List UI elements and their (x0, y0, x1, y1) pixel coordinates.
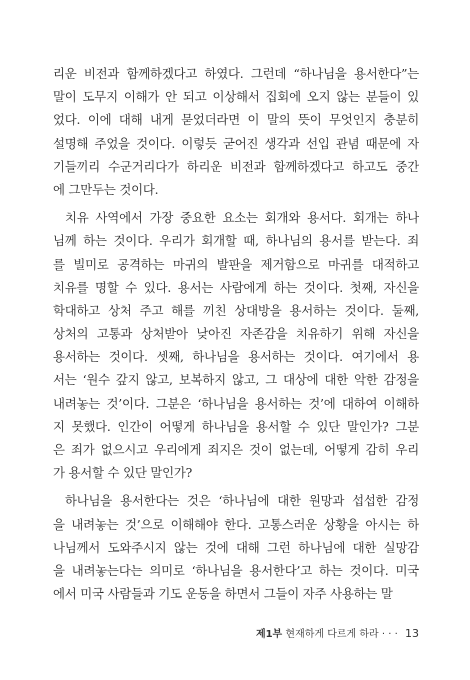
footer-dots: · · · (381, 629, 398, 640)
running-footer (256, 625, 419, 640)
text-line: 지 못했다. 인간이 어떻게 하나님을 용서할 수 있단 말인가? 그분 (53, 418, 419, 434)
text-line: 하나님을 용서한다는 것은 ‘하나님에 대한 원망과 섭섭한 감정 (65, 493, 419, 509)
text-line: 를 빌미로 공격하는 마귀의 발판을 제거함으로 마귀를 대적하고 (53, 256, 419, 272)
paragraph (53, 489, 419, 605)
body-text (53, 62, 419, 605)
text-line: 리운 비전과 함께하겠다고 하였다. 그런데 “하나님을 용서한다”는 (53, 66, 419, 81)
text-line: 에서 미국 사람들과 기도 운동을 하면서 그들이 자주 사용하는 말 (53, 586, 393, 602)
text-line: 내려놓는 것’이다. 그분은 ‘하나님을 용서하는 것’에 대하여 이해하 (53, 395, 419, 411)
text-line: 가 용서할 수 있단 말인가? (53, 465, 193, 481)
text-line: 은 죄가 없으시고 우리에게 죄지은 것이 없는데, 어떻게 감히 우리 (53, 442, 419, 457)
text-line: 에 그만두는 것이다. (53, 181, 159, 197)
text-line: 을 내려놓는다는 의미로 ‘하나님을 용서한다’고 하는 것이다. 미국 (53, 562, 419, 578)
text-line: 을 내려놓는 것’으로 이해해야 한다. 고통스러운 상황을 아시는 하 (53, 516, 419, 532)
text-line: 용서하는 것이다. 셋째, 하나님을 용서하는 것이다. 여기에서 용 (53, 349, 419, 365)
text-line: 었다. 이에 대해 내게 묻었더라면 이 말의 뜻이 무엇인지 충분히 (53, 112, 419, 128)
footer-part-label: 제1부 (255, 629, 283, 640)
text-line: 말이 도무지 이해가 안 되고 이상해서 집회에 오지 않는 분들이 있 (53, 89, 419, 105)
page-number: 13 (405, 627, 419, 640)
text-line: 기들끼리 수군거리다가 하리운 비전과 함께하겠다고 하고도 중간 (53, 158, 419, 174)
text-line: 님께 하는 것이다. 우리가 회개할 때, 하나님의 용서를 받는다. 죄 (53, 233, 419, 249)
text-line: 학대하고 상처 주고 해를 끼친 상대방을 용서하는 것이다. 둘째, (53, 302, 419, 318)
footer-chapter-title: 현재하게 다르게 하라 (285, 629, 379, 640)
text-line: 치유 사역에서 가장 중요한 요소는 회개와 용서다. 회개는 하나 (65, 210, 419, 226)
text-line: 서는 ‘원수 갚지 않고, 보복하지 않고, 그 대상에 대한 악한 감정을 (53, 372, 419, 388)
paragraph (53, 206, 419, 484)
text-line: 상처의 고통과 상처받아 낮아진 자존감을 치유하기 위해 자신을 (53, 326, 419, 342)
text-line: 치유를 명할 수 있다. 용서는 사람에게 하는 것이다. 첫째, 자신을 (53, 279, 419, 295)
text-line: 설명해 주었을 것이다. 이렇듯 굳어진 생각과 선입 관념 때문에 자 (53, 135, 419, 151)
text-line: 나님께서 도와주시지 않는 것에 대해 그런 하나님에 대한 실망감 (53, 539, 419, 555)
paragraph (53, 62, 419, 201)
